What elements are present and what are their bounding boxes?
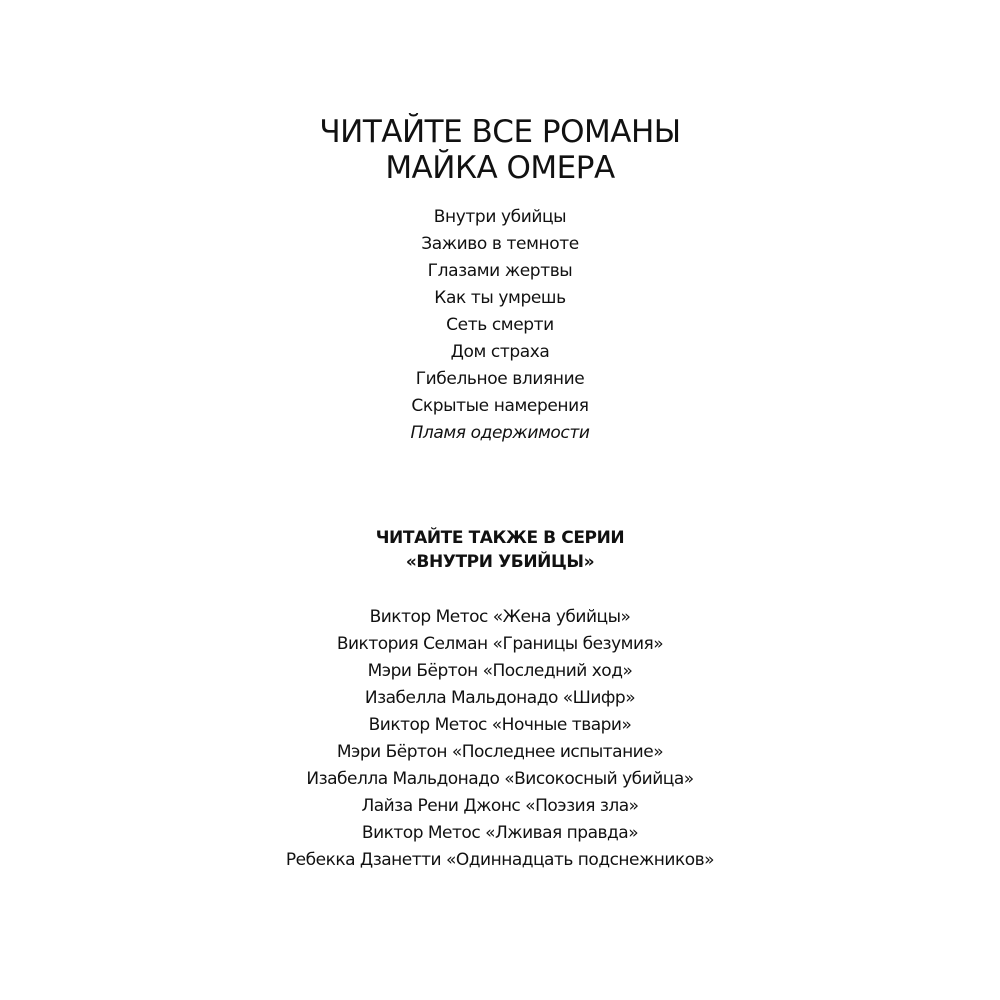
series-book: Мэри Бёртон «Последнее испытание» <box>336 742 664 762</box>
novels-list <box>0 204 1000 447</box>
series-heading-line-2: «ВНУТРИ УБИЙЦЫ» <box>405 552 595 572</box>
series-book: Виктор Метос «Жена убийцы» <box>369 607 631 627</box>
novel-title: Как ты умрешь <box>434 288 566 308</box>
series-book: Виктор Метос «Ночные твари» <box>368 715 632 735</box>
series-book: Мэри Бёртон «Последний ход» <box>367 661 633 681</box>
series-book: Виктория Селман «Границы безумия» <box>336 634 664 654</box>
series-book: Изабелла Мальдонадо «Високосный убийца» <box>306 769 694 789</box>
novel-title: Гибельное влияние <box>415 369 585 389</box>
novel-title: Внутри убийцы <box>433 207 567 227</box>
novel-title-upcoming: Пламя одержимости <box>410 423 590 443</box>
novel-title: Глазами жертвы <box>427 261 573 281</box>
series-books-list <box>0 604 1000 874</box>
page-title-line-1: ЧИТАЙТЕ ВСЕ РОМАНЫ <box>319 114 681 150</box>
novel-title: Заживо в темноте <box>421 234 579 254</box>
series-book: Ребекка Дзанетти «Одиннадцать подснежников» <box>285 850 715 870</box>
series-book: Лайза Рени Джонс «Поэзия зла» <box>361 796 639 816</box>
novel-title: Сеть смерти <box>446 315 554 335</box>
novel-title: Скрытые намерения <box>411 396 589 416</box>
series-heading-line-1: ЧИТАЙТЕ ТАКЖЕ В СЕРИИ <box>375 528 625 548</box>
page-title-line-2: МАЙКА ОМЕРА <box>385 150 615 186</box>
novel-title: Дом страха <box>450 342 550 362</box>
series-book: Изабелла Мальдонадо «Шифр» <box>364 688 636 708</box>
page-title <box>0 114 1000 186</box>
series-book: Виктор Метос «Лживая правда» <box>361 823 639 843</box>
series-heading <box>0 526 1000 574</box>
